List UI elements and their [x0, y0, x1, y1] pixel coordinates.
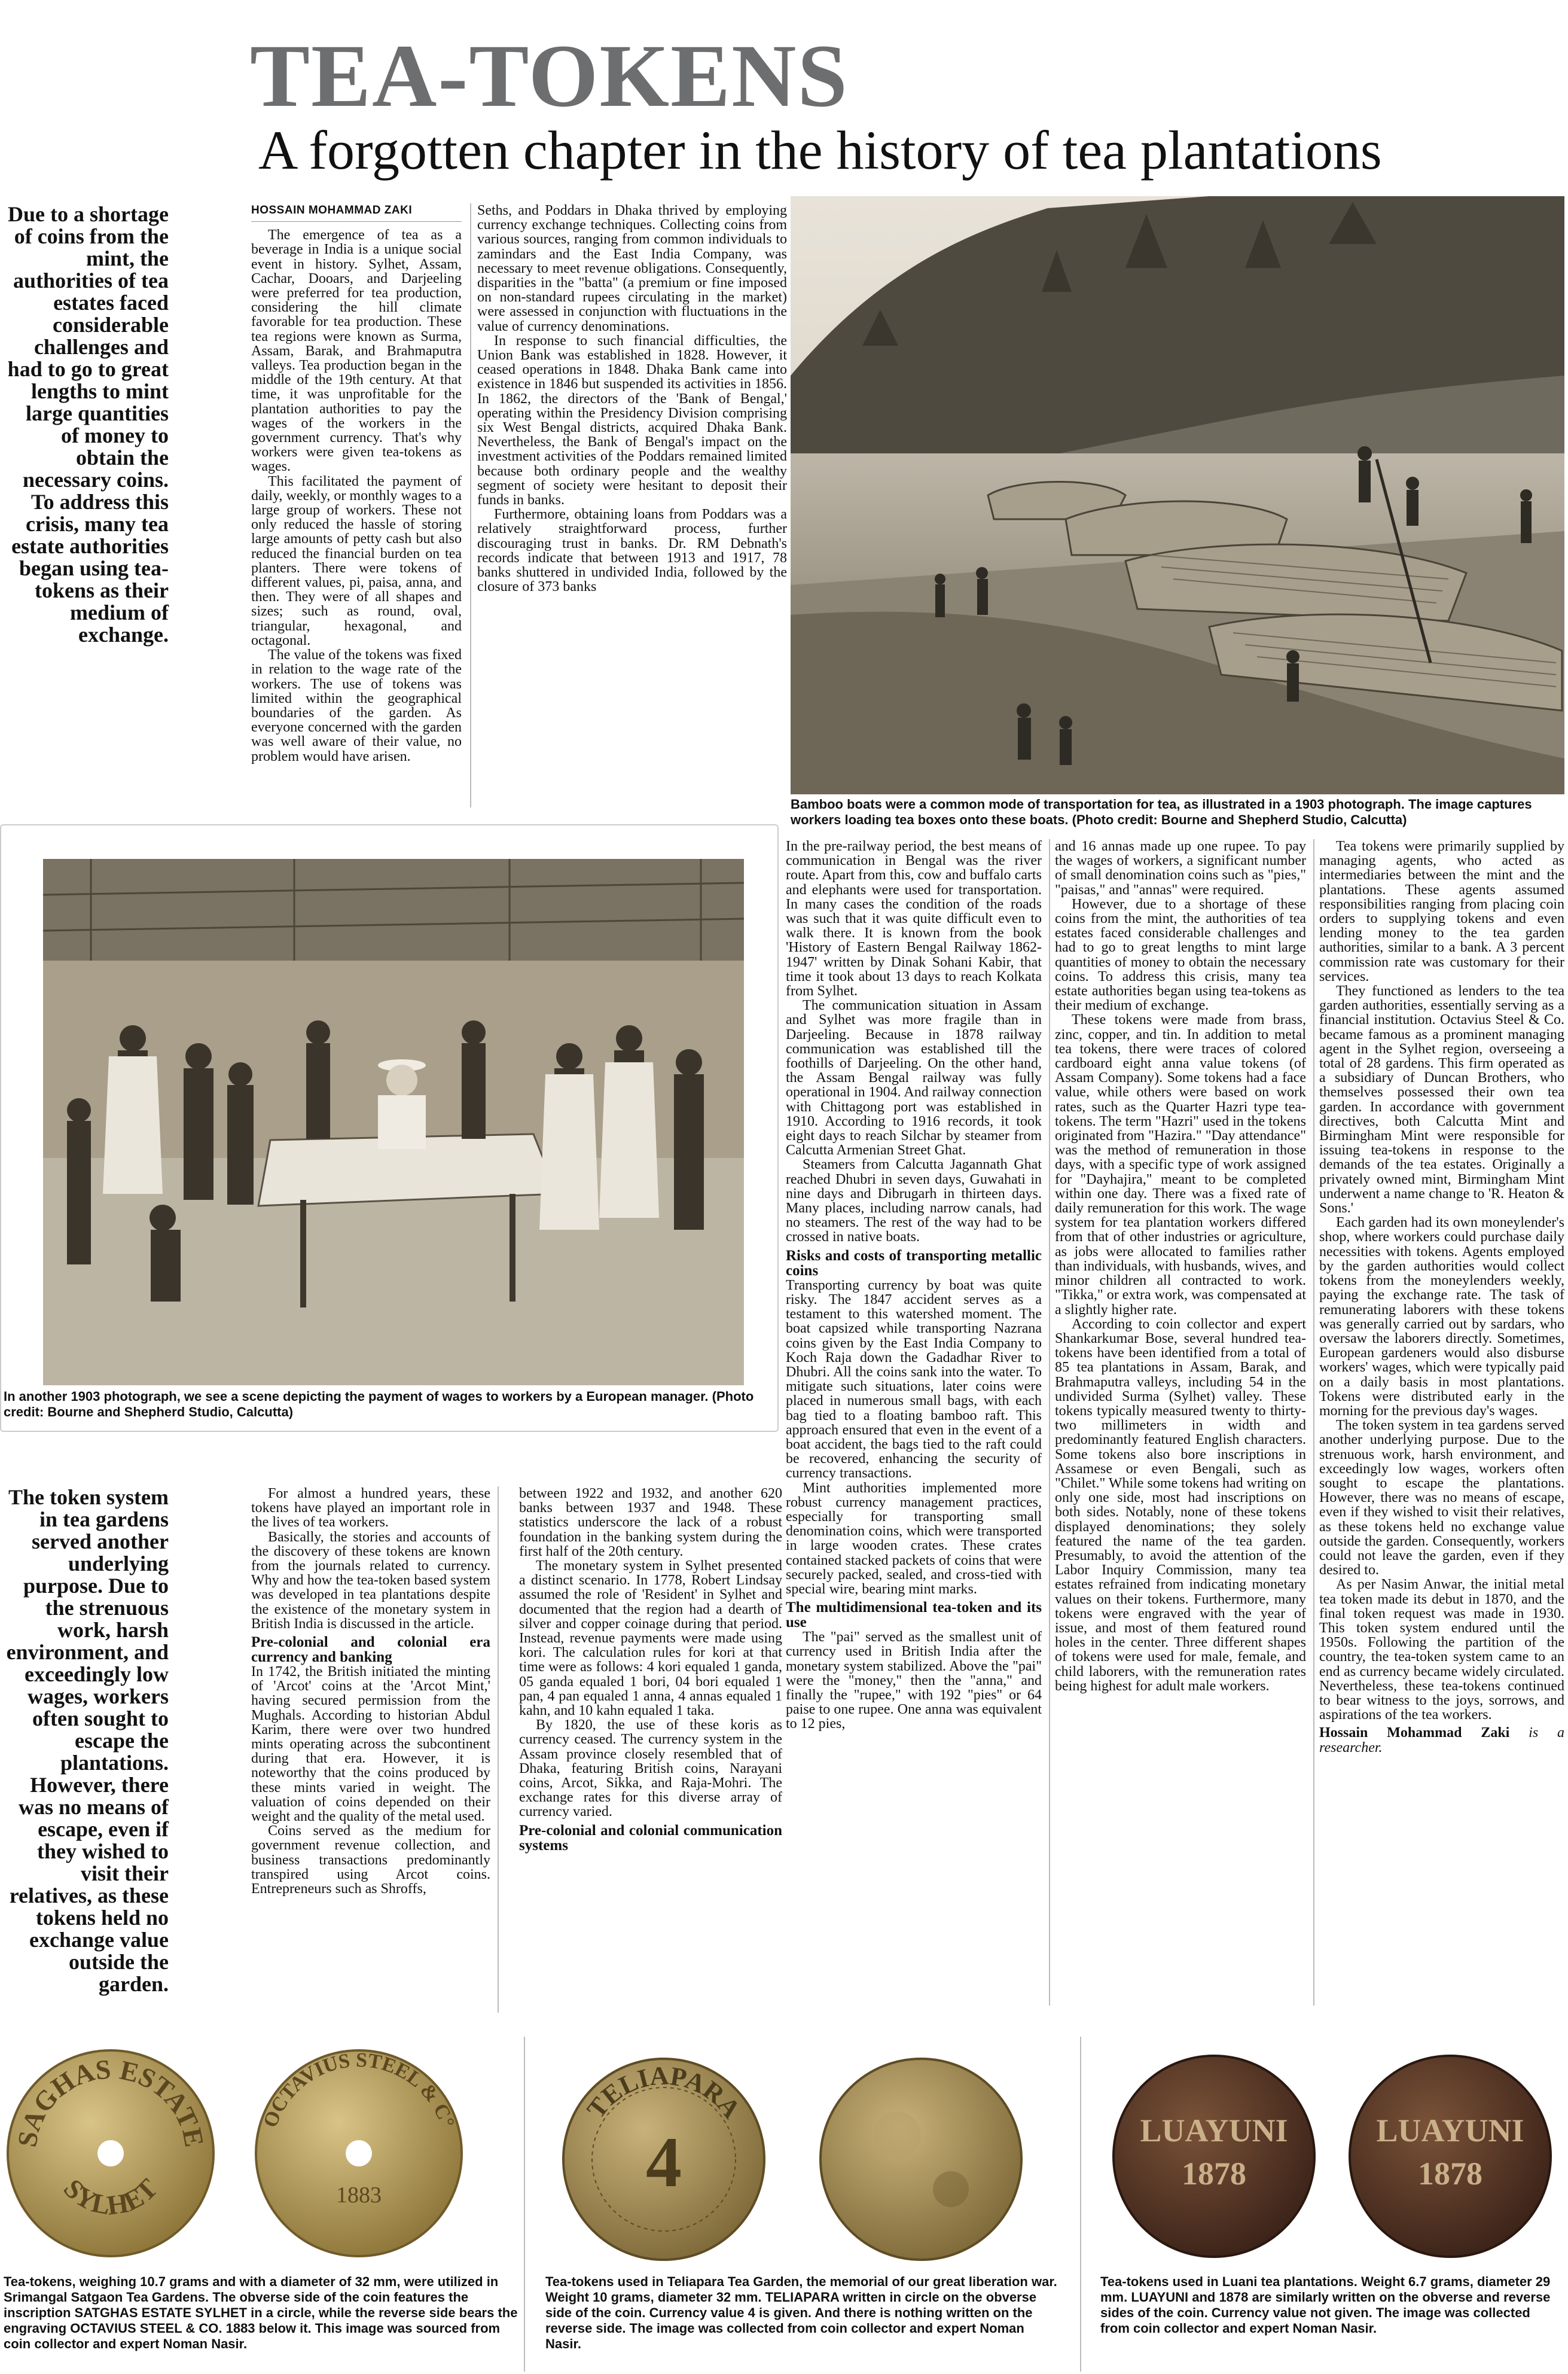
subheading-communication: Pre-colonial and colonial communication systems — [519, 1822, 782, 1854]
paragraph: According to coin collector and expert Shankarkumar Bose, several hundred tea-tokens have been identified from a total of 85 tea plantations in Assam, Barak, and Brahmaputra valleys, including 54 in the undivided Surma (Sylhet) valley. These tokens typically measured twenty to thirty-two millimeters in width and predominantly featured English characters. Some tokens also bore inscriptions in Assamese or even Bengali, such as "Chilet." While some tokens had writing on only one side, most had inscriptions on both sides. Notably, none of these tokens displayed denominations; they solely featured the name of the tea garden. Presumably, to avoid the attention of the Labor Inquiry Commission, many tea estates refrained from indicating monetary values on their tokens. Furthermore, many tokens were engraved with the year of issue, and most of them featured round holes in the center. Three different shapes of tokens were used for male, female, and child laborers, with the remuneration rates being highest for adult male workers. — [1055, 1316, 1306, 1694]
column-divider — [524, 2037, 525, 2372]
paragraph: This facilitated the payment of daily, weekly, or monthly wages to a large group of workers. These not only reduced the hassle of storing large amounts of petty cash but also reduced the financial burden on tea planters. There were tokens of different values, pi, paisa, anna, and then. They were of all shapes and sizes; such as round, oval, triangular, hexagonal, and octagonal. — [251, 473, 462, 648]
coin-set-satghas — [0, 2046, 520, 2261]
paragraph: Tea tokens were primarily supplied by managing agents, who acted as intermediaries between the mint and the plantations. These agents assumed responsibilities ranging from placing coin orders to supplying tokens and even lending money to the tea garden authorities, similar to a bank. A 3 percent commission rate was customary for their services. — [1319, 839, 1564, 985]
column-divider — [498, 1486, 499, 2013]
author-role: is a researcher. — [1319, 1725, 1564, 1756]
paragraph: As per Nasim Anwar, the initial metal tea token made its debut in 1870, and the final token request was made in 1930. This token system endured until the 1950s. Following the partition of the country, the tea-token system came to an end as currency became widely circulated. Nevertheless, these tea-tokens continued to bear witness to the joys, sorrows, and aspirations of the tea workers. — [1319, 1577, 1564, 1723]
bamboo-boats-illustration — [791, 196, 1564, 794]
luayuni-coin-images — [1094, 2046, 1567, 2261]
article-column-2 — [477, 203, 787, 807]
paragraph: They functioned as lenders to the tea garden authorities, essentially serving as a financial institution. Octavius Steel & Co. became famous as a prominent managing agent in the Sylhet region, overseeing a total of 28 gardens. This firm operated as a subsidiary of Duncan Brothers, who themselves possessed their own tea garden. In accordance with government directives, both Calcutta Mint and Birmingham Mint were responsible for issuing tea-tokens in response to the demands of the tea estates. Originally a privately owned mint, Birmingham Mint underwent a name change to 'R. Heaton & Sons.' — [1319, 983, 1564, 1217]
paragraph: between 1922 and 1932, and another 620 banks between 1937 and 1948. These statistics underscore the lack of a robust foundation in the banking system during the first half of the 20th century. — [519, 1486, 782, 1559]
byline: HOSSAIN MOHAMMAD ZAKI — [251, 203, 462, 222]
coin-value: 4 — [646, 2122, 682, 2202]
coin-set-teliapara — [538, 2046, 1064, 2261]
subheading-risks: Risks and costs of transporting metallic coins — [786, 1247, 1042, 1279]
coin-reverse — [820, 2059, 1021, 2260]
article-column-6 — [251, 1486, 490, 2013]
article-column-1 — [251, 203, 462, 807]
article-column-5 — [1319, 839, 1564, 2006]
coin-inscription: SAGHAS ESTATE — [11, 2053, 210, 2150]
article-column-3 — [786, 839, 1042, 2006]
paragraph: The monetary system in Sylhet presented a distinct scenario. In 1778, Robert Lindsay assumed the role of 'Resident' in Sylhet and documented that the region had a dearth of silver and copper coinage during that period. Instead, revenue payments were made using kori. The calculation rules for kori at that time were as follows: 4 kori equaled 1 ganda, 05 ganda equaled 1 bori, 04 bori equaled 1 pan, 4 pan equaled 1 anna, 4 annas equaled 1 kahn, and 10 kahn equaled 1 taka. — [519, 1558, 782, 1719]
teliapara-coin-images — [538, 2046, 1064, 2261]
coin-year: 1878 — [1182, 2156, 1246, 2192]
paragraph: Seths, and Poddars in Dhaka thrived by employing currency exchange techniques. Collecting coins from various sources, ranging from common individuals to zamindars and the East India Company, was necessary to meet revenue obligations. Consequently, disparities in the "batta" (a premium or fine imposed on non-standard rupees circulating in the market) were assessed in conjunction with fluctuations in the value of currency denominations. — [477, 203, 787, 334]
article-column-7 — [519, 1486, 782, 2013]
subheading-multidimensional: The multidimensional tea-token and its use — [786, 1599, 1042, 1631]
coin-year: 1883 — [336, 2183, 382, 2208]
photo-bamboo-boats — [791, 196, 1564, 794]
paragraph: The value of the tokens was fixed in relation to the wage rate of the workers. The use of tokens was limited within the geographical boundaries of the garden. As everyone concerned with the garden was well aware of their value, no problem would have arisen. — [251, 647, 462, 764]
page-subtitle: A forgotten chapter in the history of tea plantations — [258, 120, 1382, 181]
paragraph: The token system in tea gardens served another underlying purpose. Due to the strenuous work, harsh environment, and exceedingly low wages, workers often sought to escape the plantations. However, there was no means of escape, even if they wished to visit their relatives, as these tokens held no exchange value outside the garden. Consequently, workers could not leave the garden, even if they desired to. — [1319, 1418, 1564, 1578]
paragraph: Furthermore, obtaining loans from Poddars was a relatively straightforward process, further discouraging trust in banks. Dr. RM Debnath's records indicate that between 1913 and 1917, 78 banks shuttered in undivided India, followed by the closure of 373 banks — [477, 507, 787, 595]
pull-quote-bottom: The token system in tea gardens served another underlying purpose. Due to the strenuous work, harsh environment, and exceedingly low wages, workers often sought to escape the plantations. However, there was no means of escape, even if they wished to visit their relatives, as these tokens held no exchange value outside the garden. — [6, 1485, 169, 1996]
column-divider — [1313, 839, 1314, 2006]
coin-year: 1878 — [1418, 2156, 1482, 2192]
photo-wage-payment — [43, 859, 744, 1385]
paragraph: Steamers from Calcutta Jagannath Ghat reached Dhubri in seven days, Guwahati in nine days and Dibrugarh in thirteen days. Many places, including narrow canals, had no steamers. The rest of the way had to be crossed in native boats. — [786, 1157, 1042, 1245]
satghas-coin-images — [0, 2046, 520, 2261]
coin-inscription: TELIAPARA — [581, 2061, 747, 2124]
paragraph: By 1820, the use of these koris as currency ceased. The currency system in the Assam province closely resembled that of Dhaka, featuring British coins, Narayani coins, Arcot, Sikka, and Raja-Mohri. The exchange rates for this diverse array of currency varied. — [519, 1717, 782, 1820]
page-title: TEA-TOKENS — [250, 26, 849, 126]
pull-quote-top: Due to a shortage of coins from the mint, the authorities of tea estates faced considerable challenges and had to go to great lengths to mint large quantities of money to obtain the necessary coins. To address this crisis, many tea estate authorities began using tea-tokens as their medium of exchange. — [7, 202, 169, 647]
coin-inscription: LUAYUNI — [1140, 2113, 1288, 2149]
paragraph: and 16 annas made up one rupee. To pay the wages of workers, a significant number of small denomination coins such as "pies," "paisas," and "annas" were required. — [1055, 839, 1306, 898]
coin-inscription: SYLHET — [57, 2172, 164, 2221]
wage-payment-illustration — [43, 859, 744, 1385]
subheading-precolonial-currency: Pre-colonial and colonial era currency and banking — [251, 1634, 490, 1666]
caption-wages: In another 1903 photograph, we see a scene depicting the payment of wages to workers by a European manager. (Photo credit: Bourne and Shepherd Studio, Calcutta) — [4, 1389, 754, 1419]
paragraph: These tokens were made from brass, zinc, copper, and tin. In addition to metal tea tokens, there were traces of colored cardboard eight anna value tokens (of Assam Company). Some tokens had a face value, while others were based on work rates, such as the Quarter Hazri type tea-tokens. The term "Hazri" used in the tokens originated from "Hazira." "Day attendance" was the method of remuneration in those days, with a specific type of work assigned for "Dayhajira," meant to be completed within one day. There was a fixed rate of daily remuneration for this work. The wage system for tea plantation workers differed from that of other industries or agriculture, as jobs were allocated to families rather than individuals, with husbands, wives, and minor children all contracted to work. "Tikka," or extra work, was compensated at a slightly higher rate. — [1055, 1012, 1306, 1318]
author-name: Hossain Mohammad Zaki — [1319, 1725, 1510, 1741]
paragraph: In the pre-railway period, the best means of communication in Bengal was the river route. Apart from this, cow and buffalo carts and elephants were used for transportation. In many cases the condition of the roads was such that it was quite difficult even to walk there. It is known from the book 'History of Eastern Bengal Railway 1862-1947' written by Dinak Sohani Kabir, that time it took about 13 days to reach Kolkata from Sylhet. — [786, 839, 1042, 999]
paragraph: Transporting currency by boat was quite risky. The 1847 accident serves as a testament to this watershed moment. The boat capsized while transporting Nazrana coins given by the East India Company to Koch Raja down the Gadadhar River to Dhubri. All the coins sank into the water. To mitigate such situations, later coins were placed in numerous small bags, with each bag tied to a floating bamboo raft. This approach ensured that even in the event of a boat accident, the bags tied to the raft could be recovered, enhancing the security of currency transactions. — [786, 1277, 1042, 1482]
column-divider — [1080, 2037, 1081, 2372]
paragraph: Mint authorities implemented more robust currency management practices, especially for transporting small denomination coins, which were transported in large wooden crates. These crates contained stacked packets of coins that were securely packed, sealed, and cross-tied with special wire, bearing mint marks. — [786, 1480, 1042, 1597]
article-column-4 — [1055, 839, 1306, 2006]
coin-set-luayuni — [1094, 2046, 1567, 2261]
caption-coin-satghas: Tea-tokens, weighing 10.7 grams and with a diameter of 32 mm, were utilized in Srimangal Satgaon Tea Gardens. The obverse side of the coin features the inscription SATGHAS ESTATE SYLHET in a circle, while the reverse side bears the engraving OCTAVIUS STEEL & CO. 1883 below it. This image was sourced from coin collector and expert Noman Nasir. — [4, 2274, 518, 2351]
caption-coin-teliapara: Tea-tokens used in Teliapara Tea Garden, the memorial of our great liberation war. Weight 10 grams, diameter 32 mm. TELIAPARA written in circle on the obverse side of the coin. Currency value 4 is given. And there is nothing written on the reverse side. The image was collected from coin collector and expert Noman Nasir. — [545, 2274, 1057, 2351]
paragraph: In 1742, the British initiated the minting of 'Arcot' coins at the 'Arcot Mint,' having secured permission from the Mughals. According to historian Abdul Karim, there were over two hundred mints operating across the subcontinent during that era. However, it is noteworthy that the coins produced by these mints varied in weight. The valuation of coins depended on their weight and the quality of the metal used. — [251, 1664, 490, 1825]
column-divider — [1049, 839, 1050, 2006]
paragraph: Coins served as the medium for government revenue collection, and business transactions predominantly transpired using Arcot coins. Entrepreneurs such as Shroffs, — [251, 1823, 490, 1897]
caption-boats: Bamboo boats were a common mode of transportation for tea, as illustrated in a 1903 photograph. The image captures workers loading tea boxes onto these boats. (Photo credit: Bourne and Shepherd Studio, Calcutta) — [791, 797, 1532, 827]
paragraph: For almost a hundred years, these tokens have played an important role in the lives of tea workers. — [251, 1486, 490, 1531]
coin-inscription: LUAYUNI — [1376, 2113, 1524, 2149]
caption-coin-luayuni: Tea-tokens used in Luani tea plantations. Weight 6.7 grams, diameter 29 mm. LUAYUNI and 1878 are similarly written on the obverse and reverse sides of the coin. Currency value not given. The image was collected from coin collector and expert Noman Nasir. — [1100, 2274, 1551, 2336]
paragraph: However, due to a shortage of these coins from the mint, the authorities of tea estates faced considerable challenges and had to go to great lengths to mint large quantities of money to obtain the necessary coins. To address this crisis, many tea estate authorities began using tea-tokens as their medium of exchange. — [1055, 896, 1306, 1014]
paragraph: The emergence of tea as a beverage in India is a unique social event in history. Sylhet, Assam, Cachar, Dooars, and Darjeeling were preferred for tea production, considering the hill climate favorable for tea production. These tea regions were known as Surma, Assam, Barak, and Brahmaputra valleys. Tea production began in the middle of the 19th century. At that time, it was unprofitable for the plantation authorities to pay the wages of the workers in the government currency. That's why workers were given tea-tokens as wages. — [251, 227, 462, 475]
paragraph: The communication situation in Assam and Sylhet was more fragile than in Darjeeling. Because in 1878 railway communication was established till the foothills of Darjeeling. On the other hand, the Assam Bengal railway was fully operational in 1904. And railway connection with Chittagong port was established in 1910. According to 1916 records, it took eight days to reach Silchar by steamer from Calcutta Armenian Street Ghat. — [786, 998, 1042, 1159]
paragraph: The "pai" served as the smallest unit of currency used in British India after the monetary system stabilized. Above the "pai" were the "money," then the "anna," and finally the "rupee," with 192 "pies" or 64 paise to one rupee. One anna was equivalent to 12 pies, — [786, 1629, 1042, 1732]
coin-inscription: OCTAVIUS STEEL & C° — [259, 2049, 459, 2131]
paragraph: In response to such financial difficulties, the Union Bank was established in 1828. However, it ceased operations in 1848. Dhaka Bank came into existence in 1846 but suspended its activities in 1856. In 1862, the directors of the 'Bank of Bengal,' operating within the Presidency Division comprising six West Bengal districts, acquired Dhaka Bank. Nevertheless, the Bank of Bengal's impact on the investment activities of the Poddars remained limited because both ordinary people and the wealthy segment of society were hesitant to deposit their funds in banks. — [477, 333, 787, 508]
paragraph: Basically, the stories and accounts of the discovery of these tokens are known from the journals related to currency. Why and how the tea-token based system was developed in tea plantations despite the existence of the monetary system in British India is discussed in the article. — [251, 1529, 490, 1632]
column-divider — [470, 203, 471, 807]
paragraph: Each garden had its own moneylender's shop, where workers could purchase daily necessities with tokens. Agents employed by the garden authorities would collect tokens from the moneylenders weekly, paying the exchange rate. The task of remunerating laborers with these tokens was generally carried out by sardars, who oversaw the laborers directly. Sometimes, European gardeners would also disburse workers' wages, which were typically paid on a daily basis in most plantations. Tokens were distributed early in the morning for the previous day's wages. — [1319, 1215, 1564, 1419]
